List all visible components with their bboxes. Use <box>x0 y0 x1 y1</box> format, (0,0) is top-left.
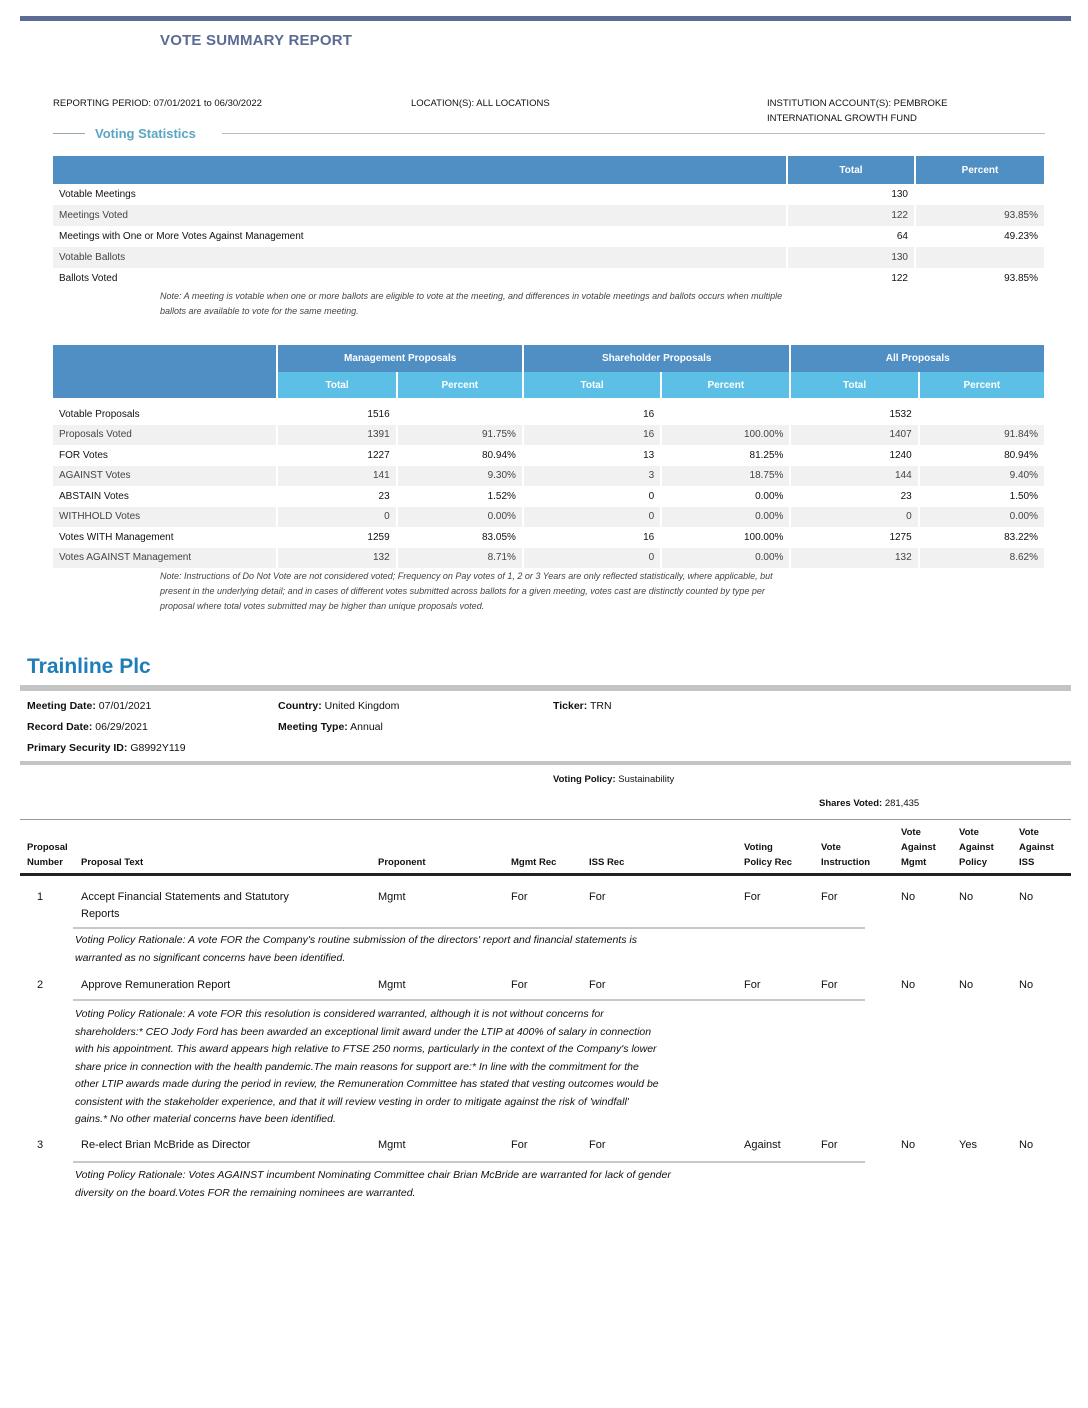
meeting-date-value: 07/01/2021 <box>98 700 152 712</box>
rationale <box>75 932 755 967</box>
meeting-date-label: Meeting Date: <box>27 700 96 712</box>
proposals-table <box>53 345 1044 568</box>
mgmt-total: 132 <box>278 548 395 569</box>
row-label: Votable Meetings <box>59 189 136 200</box>
all-total: 23 <box>900 490 912 502</box>
row-label: Votes WITH Management <box>59 531 174 543</box>
shares-voted <box>819 798 919 809</box>
against-iss: No <box>1019 979 1034 991</box>
proponent: Mgmt <box>378 979 406 991</box>
rationale-rule <box>73 999 865 1001</box>
all-total: 1275 <box>889 531 912 543</box>
row-total: 122 <box>788 205 914 226</box>
vote-instruction: For <box>821 1139 838 1151</box>
table-row <box>53 445 1044 466</box>
row-percent: 93.85% <box>916 205 1044 226</box>
note-line: proposal where total votes submitted may be higher than unique proposals voted. <box>160 601 485 611</box>
row-label: Proposals Voted <box>53 425 276 446</box>
against-policy: No <box>959 979 974 991</box>
all-percent <box>920 404 1044 425</box>
mgmt-rec: For <box>511 979 528 991</box>
mgmt-total: 0 <box>278 507 395 528</box>
proposal-text: Approve Remuneration Report <box>81 979 231 991</box>
mgmt-percent: 83.05% <box>482 531 516 543</box>
rationale-rule <box>73 927 865 929</box>
header-text: Against <box>1019 842 1054 853</box>
stats-header-percent: Percent <box>916 156 1044 184</box>
table-row <box>53 226 1044 247</box>
shareholder-total: 16 <box>643 408 655 420</box>
header-text: Instruction <box>821 857 871 868</box>
header-rule <box>20 873 1071 876</box>
row-percent: 49.23% <box>1004 231 1038 242</box>
header-text: Vote <box>821 842 841 853</box>
against-iss: No <box>1019 1139 1034 1151</box>
reporting-period: REPORTING PERIOD: 07/01/2021 to 06/30/2022 <box>53 98 262 109</box>
header-text: Vote <box>901 827 921 838</box>
note-line: Note: A meeting is votable when one or more ballots are eligible to vote at the meeting, and differences in votable meetings and ballots occurs when multiple <box>160 291 783 301</box>
report-title: VOTE SUMMARY REPORT <box>160 32 353 49</box>
header-vote-instruction <box>821 840 870 870</box>
mgmt-total: 1516 <box>367 408 390 420</box>
row-percent <box>916 184 1044 205</box>
country <box>278 700 399 712</box>
header-text: Voting <box>744 842 773 853</box>
mgmt-total: 1391 <box>278 425 395 446</box>
against-mgmt: No <box>901 1139 916 1151</box>
iss-rec: For <box>589 979 606 991</box>
col-total: Total <box>524 372 660 398</box>
row-percent <box>916 247 1044 268</box>
country-value: United Kingdom <box>324 700 400 712</box>
rationale-line: consistent with the stakeholder experience, and that it will review vesting in order to mitigate against the risk of 'windfall' <box>75 1095 629 1108</box>
header-text: Against <box>901 842 936 853</box>
rationale-line: gains.* No other material concerns have been identified. <box>75 1113 336 1125</box>
shareholder-percent: 0.00% <box>662 507 789 528</box>
header-text: Against <box>959 842 994 853</box>
row-label: ABSTAIN Votes <box>59 490 129 502</box>
all-total: 1532 <box>889 408 912 420</box>
rationale-line: with his appointment. This award appears high relative to FTSE 250 norms, particularly in the context of the Company's lower <box>75 1043 657 1055</box>
rationale <box>75 1006 755 1129</box>
mgmt-total: 1259 <box>367 531 390 543</box>
section-divider <box>53 133 85 134</box>
table-row <box>53 404 1044 425</box>
header-policy-rec <box>744 840 792 870</box>
proposal-number: 3 <box>37 1139 44 1151</box>
all-percent: 9.40% <box>920 466 1044 487</box>
header-text: Vote <box>959 827 979 838</box>
vote-instruction: For <box>821 979 838 991</box>
header-mgmt-rec: Mgmt Rec <box>511 857 557 868</box>
row-total: 122 <box>891 273 908 284</box>
ticker <box>553 700 612 712</box>
all-percent: 91.84% <box>920 425 1044 446</box>
proposal-text-line: Accept Financial Statements and Statutory <box>81 891 289 903</box>
voting-policy <box>553 774 674 785</box>
voting-statistics-table <box>53 156 1044 289</box>
row-label: WITHHOLD Votes <box>53 507 276 528</box>
row-label: Votable Proposals <box>59 408 140 420</box>
group-management: Management Proposals <box>278 345 521 372</box>
proposal-number: 1 <box>37 891 44 903</box>
mgmt-percent <box>398 404 522 425</box>
header-text: Policy <box>959 857 987 868</box>
policy-rec: For <box>744 979 761 991</box>
rationale-line: warranted as no significant concerns have been identified. <box>75 951 346 964</box>
rationale-line: Voting Policy Rationale: A vote FOR this resolution is considered warranted, although it is not without concerns for <box>75 1008 604 1020</box>
against-policy: No <box>959 891 974 903</box>
against-iss: No <box>1019 891 1034 903</box>
note-line: ballots are available to vote for the same meeting. <box>160 306 359 316</box>
all-total: 132 <box>791 548 917 569</box>
voting-policy-value: Sustainability <box>618 774 675 785</box>
mgmt-percent: 80.94% <box>482 449 516 461</box>
stats-header-blank <box>53 156 786 184</box>
row-label: Votes AGAINST Management <box>53 548 276 569</box>
shareholder-total: 13 <box>643 449 655 461</box>
col-percent: Percent <box>662 372 789 398</box>
stats-header-total: Total <box>788 156 914 184</box>
all-total: 0 <box>791 507 917 528</box>
row-label: Ballots Voted <box>59 273 118 284</box>
shareholder-percent: 18.75% <box>662 466 789 487</box>
record-date-label: Record Date: <box>27 721 93 733</box>
row-label: FOR Votes <box>59 449 108 461</box>
shareholder-percent: 100.00% <box>662 425 789 446</box>
proposals-note <box>160 569 900 614</box>
all-percent: 0.00% <box>920 507 1044 528</box>
ticker-value: TRN <box>589 700 612 712</box>
policy-rec: Against <box>744 1139 781 1151</box>
record-date <box>27 721 148 733</box>
shareholder-percent: 0.00% <box>755 490 784 502</box>
header-text: Mgmt <box>901 857 927 868</box>
against-policy: Yes <box>959 1139 977 1151</box>
institution-line-2: INTERNATIONAL GROWTH FUND <box>767 113 917 124</box>
header-text: Proposal <box>27 842 68 853</box>
proposal-text-line: Reports <box>81 908 120 920</box>
table-row <box>53 507 1044 528</box>
mgmt-percent: 8.71% <box>398 548 522 569</box>
row-label: AGAINST Votes <box>53 466 276 487</box>
meeting-type-label: Meeting Type: <box>278 721 348 733</box>
rationale-line: diversity on the board.Votes FOR the remaining nominees are warranted. <box>75 1186 416 1199</box>
all-percent: 1.50% <box>1009 490 1038 502</box>
section-divider <box>222 133 1045 134</box>
proposal-text: Re-elect Brian McBride as Director <box>81 1139 251 1151</box>
header-rule <box>20 819 1071 820</box>
company-rule <box>20 685 1071 691</box>
mgmt-total: 23 <box>378 490 390 502</box>
table-row <box>53 184 1044 205</box>
locations: LOCATION(S): ALL LOCATIONS <box>411 98 550 109</box>
header-against-iss <box>1019 825 1054 870</box>
col-total: Total <box>791 372 917 398</box>
record-date-value: 06/29/2021 <box>95 721 148 733</box>
voting-statistics-note <box>160 289 900 319</box>
primary-security-id <box>27 742 186 754</box>
row-total: 130 <box>788 247 914 268</box>
mgmt-total: 1227 <box>367 449 390 461</box>
header-text: Number <box>27 857 63 868</box>
proposals-header-blank <box>53 345 276 398</box>
group-all: All Proposals <box>791 345 1044 372</box>
all-percent: 80.94% <box>1004 449 1038 461</box>
vote-instruction: For <box>821 891 838 903</box>
shareholder-percent <box>662 404 789 425</box>
shareholder-total: 0 <box>524 507 660 528</box>
header-proposal-text: Proposal Text <box>81 857 144 868</box>
row-total: 130 <box>891 189 908 200</box>
against-mgmt: No <box>901 891 916 903</box>
header-proposal-number <box>27 840 68 870</box>
rationale-line: shareholders:* CEO Jody Ford has been awarded an exceptional limit award under the LTIP at 400% of salary in connection <box>75 1025 652 1038</box>
rationale <box>75 1167 755 1202</box>
institution-account <box>767 96 1007 126</box>
col-percent: Percent <box>398 372 522 398</box>
col-total: Total <box>278 372 395 398</box>
ticker-label: Ticker: <box>553 700 588 712</box>
row-percent: 93.85% <box>1004 273 1038 284</box>
meeting-date <box>27 700 151 712</box>
shareholder-total: 3 <box>524 466 660 487</box>
table-row <box>53 466 1044 487</box>
row-label: Meetings Voted <box>53 205 786 226</box>
table-row <box>53 268 1044 289</box>
mgmt-percent: 1.52% <box>487 490 516 502</box>
table-row <box>53 247 1044 268</box>
proposal-text <box>81 889 341 923</box>
header-proponent: Proponent <box>378 857 426 868</box>
proposal-number: 2 <box>37 979 44 991</box>
meeting-rule <box>20 761 1071 765</box>
rationale-line: share price in connection with the health pandemic.The main reasons for support are:* In line with the commitment for the <box>75 1060 639 1073</box>
header-text: Vote <box>1019 827 1039 838</box>
mgmt-rec: For <box>511 1139 528 1151</box>
header-text: ISS <box>1019 857 1035 868</box>
security-value: G8992Y119 <box>130 742 186 754</box>
rationale-line: Voting Policy Rationale: Votes AGAINST incumbent Nominating Committee chair Brian McBride are warranted for lack of gender <box>75 1169 671 1181</box>
shareholder-total: 0 <box>524 548 660 569</box>
mgmt-percent: 9.30% <box>398 466 522 487</box>
row-total: 64 <box>896 231 908 242</box>
rationale-line: other LTIP awards made during the period in review, the Remuneration Committee has stated that vesting outcomes would be <box>75 1078 659 1090</box>
shareholder-total: 16 <box>643 531 655 543</box>
shareholder-percent: 100.00% <box>743 531 784 543</box>
table-row <box>53 425 1044 446</box>
table-row <box>53 527 1044 548</box>
mgmt-percent: 91.75% <box>398 425 522 446</box>
shares-voted-label: Shares Voted: <box>819 798 883 809</box>
row-label: Meetings with One or More Votes Against Management <box>59 231 304 242</box>
security-label: Primary Security ID: <box>27 742 128 754</box>
row-label: Votable Ballots <box>53 247 786 268</box>
iss-rec: For <box>589 891 606 903</box>
all-percent: 8.62% <box>920 548 1044 569</box>
shareholder-percent: 81.25% <box>749 449 784 461</box>
proponent: Mgmt <box>378 1139 406 1151</box>
header-text: Policy Rec <box>744 857 793 868</box>
mgmt-total: 141 <box>278 466 395 487</box>
group-shareholder: Shareholder Proposals <box>524 345 790 372</box>
meeting-type <box>278 721 383 733</box>
header-iss-rec: ISS Rec <box>589 857 625 868</box>
proponent: Mgmt <box>378 891 406 903</box>
all-total: 1407 <box>791 425 917 446</box>
table-row <box>53 486 1044 507</box>
col-percent: Percent <box>920 372 1044 398</box>
iss-rec: For <box>589 1139 606 1151</box>
shareholder-percent: 0.00% <box>662 548 789 569</box>
note-line: present in the underlying detail; and in cases of different votes submitted across ballots for a given meeting, votes cast are distinctly counted by type per <box>160 586 765 596</box>
company-name: Trainline Plc <box>27 655 151 678</box>
rationale-line: Voting Policy Rationale: A vote FOR the Company's routine submission of the directors' report and financial statements is <box>75 934 637 946</box>
top-rule <box>20 16 1071 21</box>
country-label: Country: <box>278 700 322 712</box>
header-against-mgmt <box>901 825 936 870</box>
shareholder-total: 0 <box>648 490 655 502</box>
shareholder-total: 16 <box>524 425 660 446</box>
voting-statistics-title: Voting Statistics <box>95 126 196 141</box>
note-line: Note: Instructions of Do Not Vote are not considered voted; Frequency on Pay votes of 1, 2 or 3 Years are only reflected statistically, where applicable, but <box>160 571 773 581</box>
against-mgmt: No <box>901 979 916 991</box>
shares-voted-value: 281,435 <box>884 798 920 809</box>
table-row <box>53 548 1044 569</box>
all-total: 144 <box>791 466 917 487</box>
table-row <box>53 205 1044 226</box>
mgmt-rec: For <box>511 891 528 903</box>
voting-policy-label: Voting Policy: <box>553 774 616 785</box>
policy-rec: For <box>744 891 761 903</box>
meeting-type-value: Annual <box>350 721 383 733</box>
rationale-rule <box>73 1161 865 1163</box>
header-against-policy <box>959 825 994 870</box>
mgmt-percent: 0.00% <box>398 507 522 528</box>
institution-line-1: INSTITUTION ACCOUNT(S): PEMBROKE <box>767 98 948 109</box>
all-percent: 83.22% <box>1004 531 1038 543</box>
all-total: 1240 <box>889 449 912 461</box>
